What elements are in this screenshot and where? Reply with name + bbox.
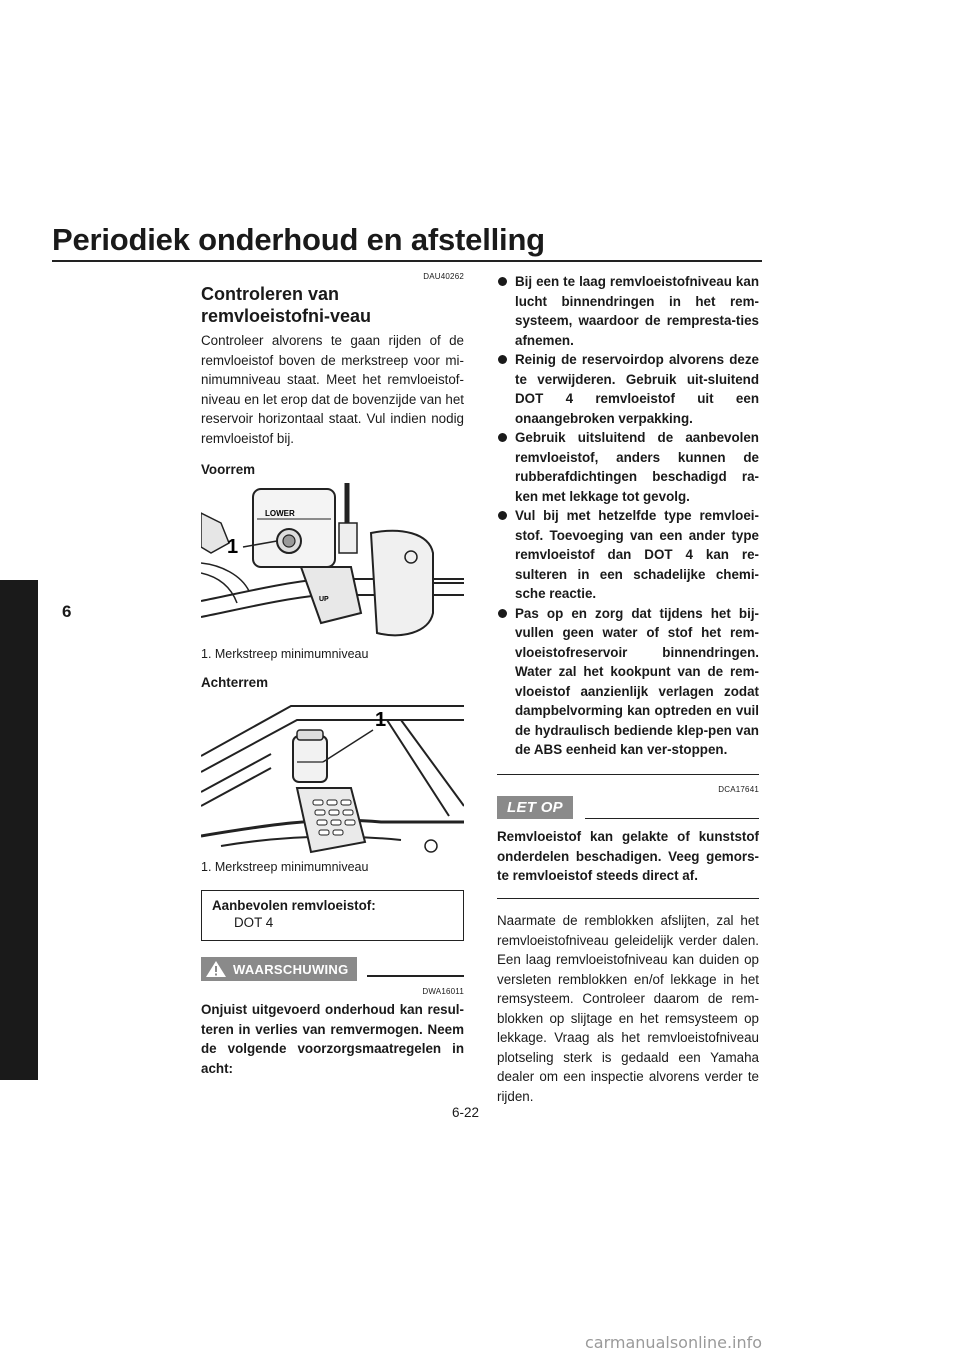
list-item: Bij een te laag remvloeistofniveau kan lucht binnendringen in het rem-systeem, waardoor de rempresta-ties afnemen. (497, 272, 759, 350)
list-item: Vul bij met hetzelfde type remvloei-stof. Toevoeging van een ander type remvloeistof dan DOT 4 kan re-sulteren in een schadelijke chemi-sche reactie. (497, 506, 759, 604)
page-title: Periodiek onderhoud en afstelling (52, 222, 545, 257)
spec-label: Aanbevolen remvloeistof: (212, 898, 376, 913)
rear-callout-number: 1 (375, 709, 387, 731)
rear-brake-caption: 1. Merkstreep minimumniveau (201, 860, 369, 874)
warning-triangle-icon (205, 960, 227, 978)
front-brake-caption: 1. Merkstreep minimumniveau (201, 647, 369, 661)
front-brake-heading: Voorrem (201, 462, 256, 477)
notice-text: Remvloeistof kan gelakte of kunststof onderdelen beschadigen. Veeg gemors-te remvloeistof steeds direct af. (497, 829, 759, 883)
spec-value: DOT 4 (234, 915, 274, 930)
section-title: Controleren van remvloeistofni-veau (201, 284, 372, 326)
list-item: Pas op en zorg dat tijdens het bij-vullen geen water of stof het rem-vloeistofreservoir binnendringen. Water zal het kookpunt van de rem-vloeistof aanzienlijk verlagen zodat dampbelvorming kan optreden en vuil de hydraulisch bediende klep-pen van de ABS eenheid kan ver-stoppen. (497, 604, 759, 760)
lower-mark-label: LOWER (265, 509, 295, 518)
rear-brake-illustration (201, 696, 464, 856)
page-number: 6-22 (452, 1105, 480, 1120)
warning-rule (367, 975, 464, 977)
notice-badge: LET OP (497, 796, 573, 819)
section-code: DAU40262 (423, 272, 464, 281)
warning-label: WAARSCHUWING (233, 961, 349, 977)
chapter-tab (0, 580, 38, 1080)
warning-badge (201, 957, 357, 981)
title-rule (52, 260, 762, 262)
closing-paragraph: Naarmate de remblokken afslijten, zal het remvloeistofniveau geleidelijk verder dalen. Een laag remvloeistofniveau kan duiden op versleten remblokken en/of lekkage in het remsysteem. Controleer daarom de rem-blokken op slijtage en het remsysteem op lekkage. Vraag als het remvloeistofniveau plotseling sterk is gedaald een Yamaha dealer om een inspectie alvorens verder te rijden. (497, 913, 759, 1104)
intro-paragraph: Controleer alvorens te gaan rijden of de remvloeistof boven de merkstreep voor mi-nimumniveau staat. Meet het remvloeistof-niveau en let erop dat de bovenzijde van het reservoir horizontaal staat. Vul indien nodig remvloeistof bij. (201, 333, 464, 446)
warning-code: DWA16011 (422, 987, 464, 996)
right-column (497, 272, 759, 1106)
list-item: Gebruik uitsluitend de aanbevolen remvloeistof, anders kunnen de rubberafdichtingen beschadigd ra-ken met lekkage tot gevolg. (497, 428, 759, 506)
warning-header (201, 957, 464, 981)
left-column (201, 272, 464, 1078)
notice-end-rule (497, 898, 759, 900)
notice-code: DCA17641 (718, 785, 759, 794)
spec-box (201, 890, 464, 941)
rear-brake-figure (201, 696, 464, 856)
front-callout-number: 1 (227, 536, 239, 558)
notice-rule (585, 818, 759, 820)
warning-bullet-list (497, 272, 759, 760)
watermark: carmanualsonline.info (585, 1333, 763, 1352)
front-brake-figure (201, 483, 464, 643)
warning-end-rule (497, 774, 759, 776)
list-item: Reinig de reservoirdop alvorens deze te verwijderen. Gebruik uit-sluitend DOT 4 remvloeistof uit een onaangebroken verpakking. (497, 350, 759, 428)
rear-brake-heading: Achterrem (201, 675, 268, 690)
up-mark-label: UP (319, 596, 329, 603)
chapter-number: 6 (62, 602, 72, 621)
warning-text: Onjuist uitgevoerd onderhoud kan resul-teren in verlies van remvermogen. Neem de volgende voorzorgsmaatregelen in acht: (201, 1002, 464, 1076)
front-brake-illustration (201, 483, 464, 643)
notice-header (497, 796, 759, 819)
